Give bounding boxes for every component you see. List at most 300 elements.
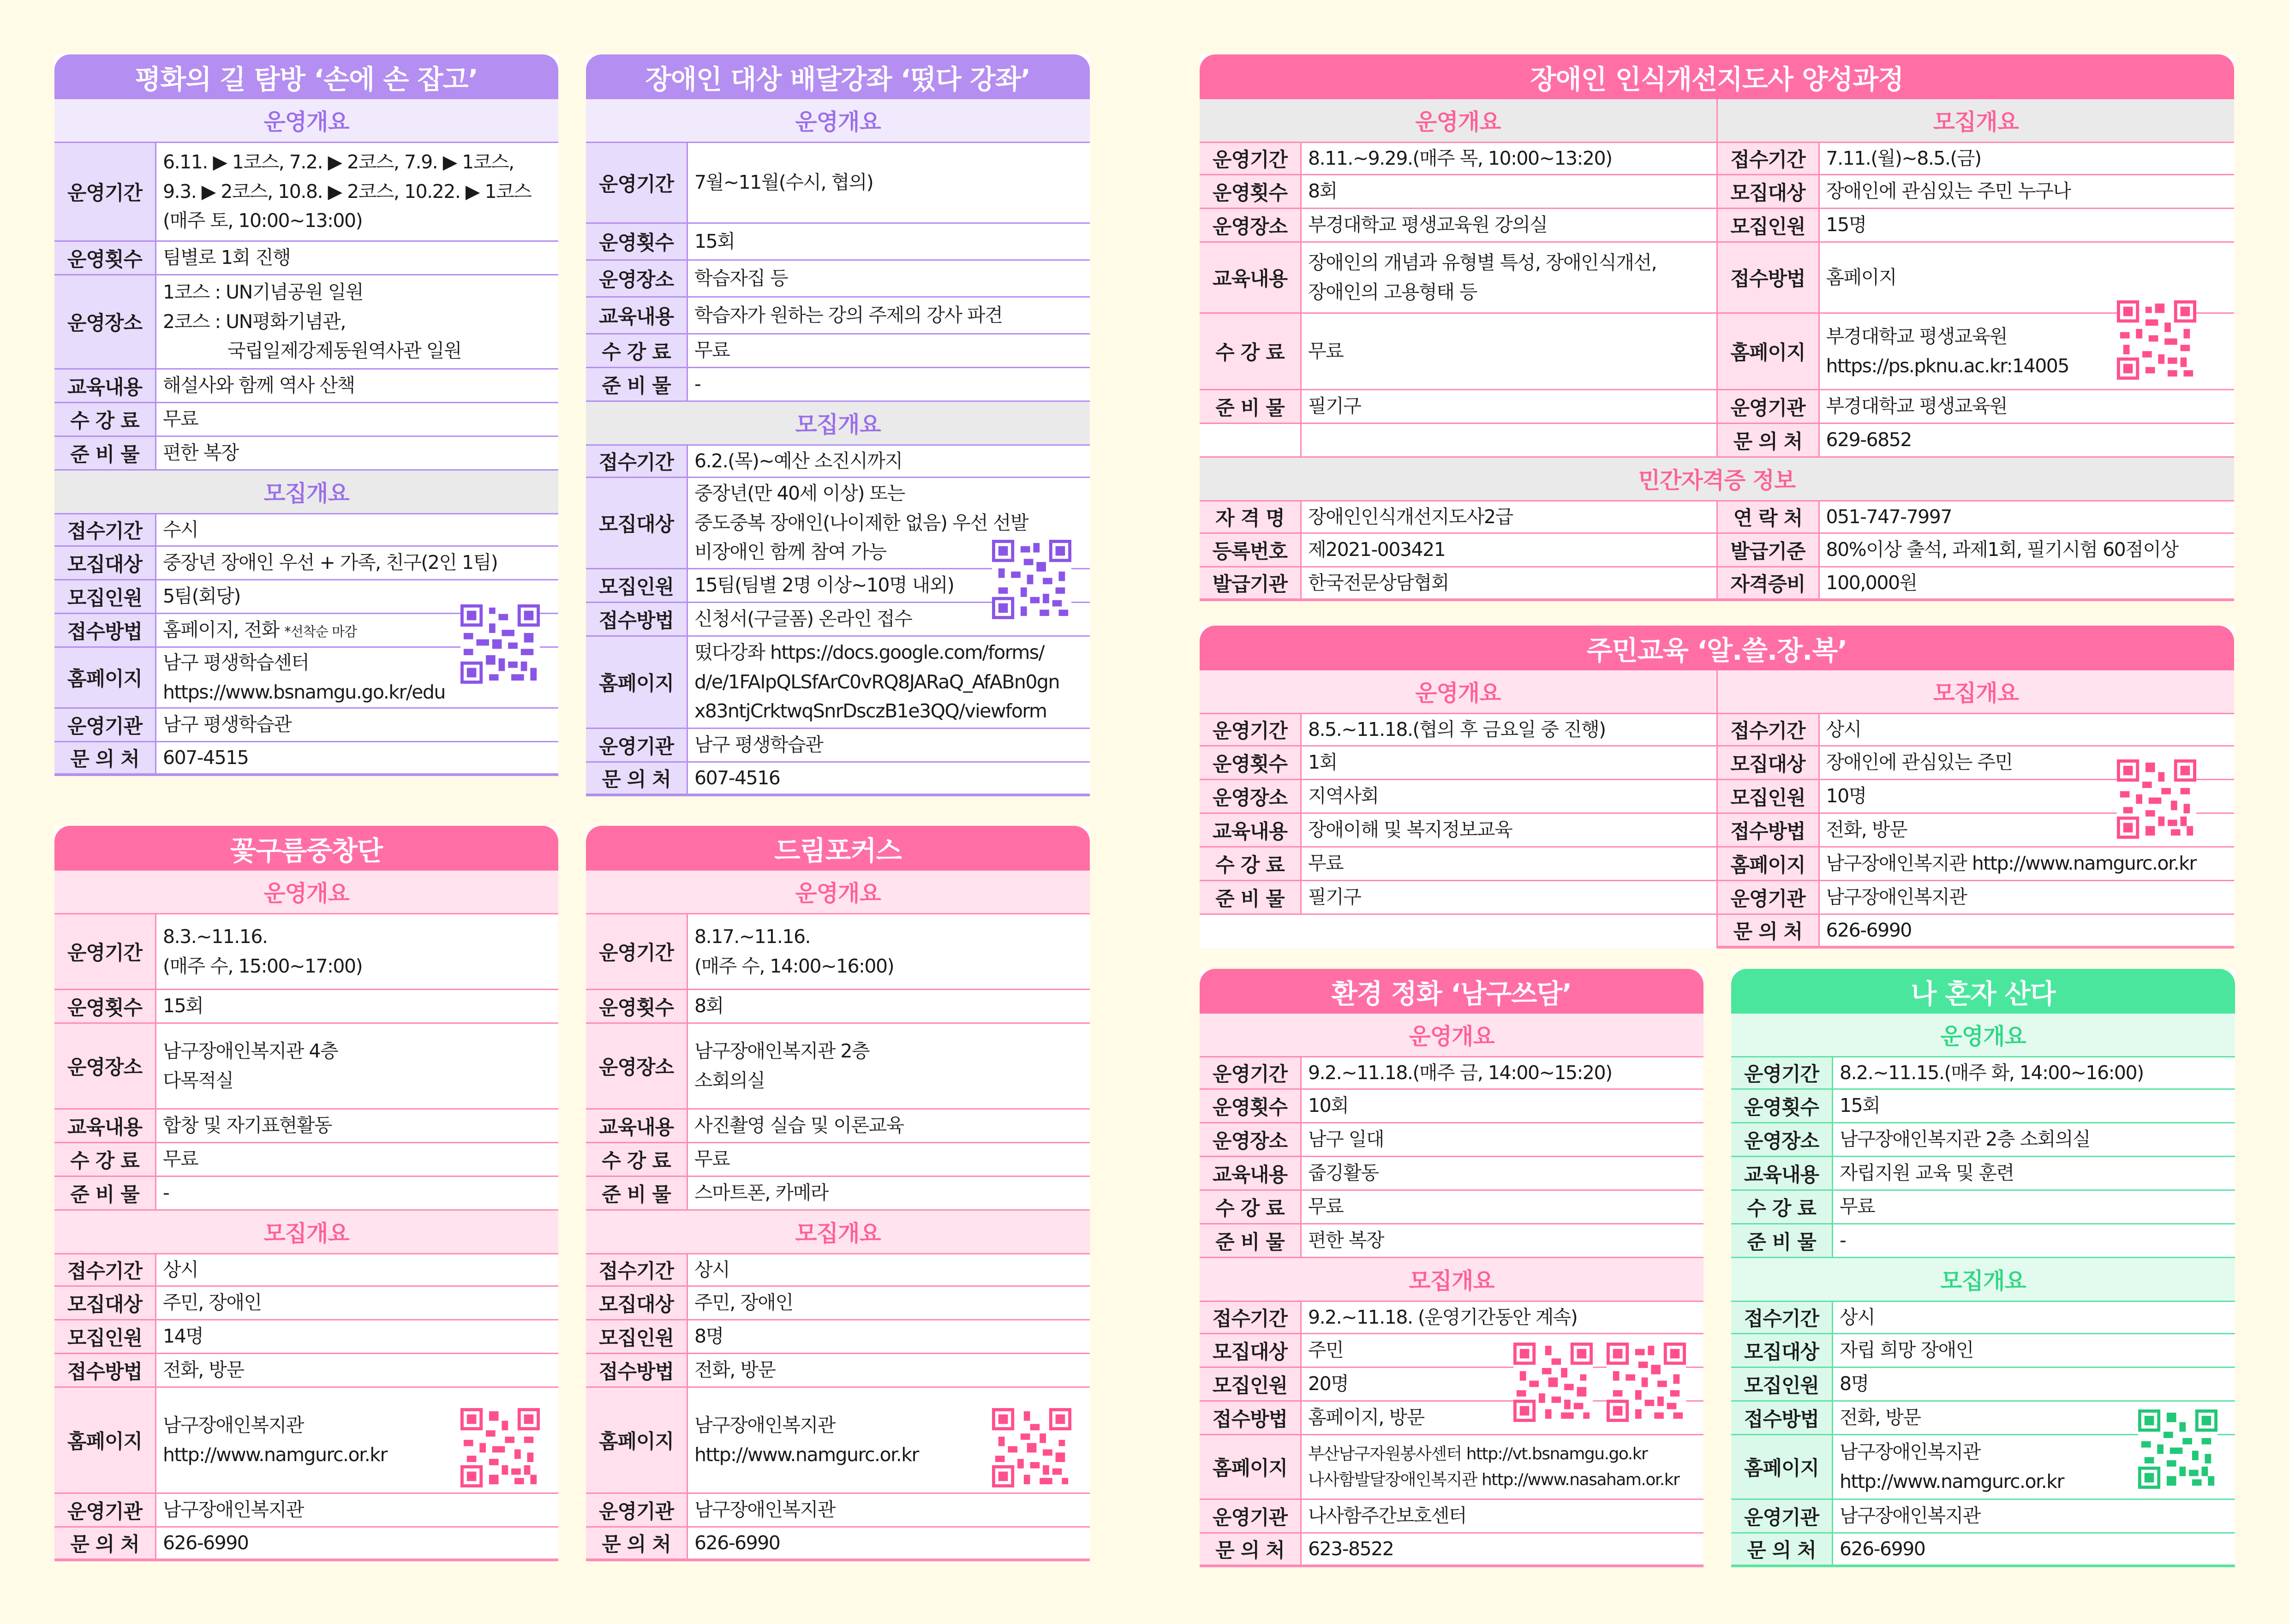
row-num <box>54 1320 558 1354</box>
row-value: 자립지원 교육 및 훈련 <box>1840 1162 2014 1184</box>
row-count <box>54 990 558 1024</box>
row-label: 홈페이지 <box>1718 848 1820 880</box>
row-org <box>54 1494 558 1528</box>
row-recv <box>1731 1301 2235 1334</box>
row-value-line: 남구장애인복지관 2층 <box>694 1039 870 1062</box>
row-label: 모집인원 <box>1200 1368 1302 1400</box>
row-value <box>156 1024 558 1108</box>
row-value: 남구 평생학습관 <box>694 734 823 756</box>
row-value: 학습자가 원하는 강의 주제의 강사 파견 <box>694 304 1003 326</box>
row-value-line: 소회의실 <box>694 1069 765 1092</box>
row-label: 운영기간 <box>1200 714 1302 745</box>
row-criteria <box>1718 534 2235 567</box>
row-label: 수 강 료 <box>1200 848 1302 880</box>
row-value: 100,000원 <box>1826 571 1917 594</box>
row-org <box>54 709 558 742</box>
row-label: 모집인원 <box>54 1320 156 1353</box>
row-count <box>586 990 1090 1024</box>
row-value: 중장년 장애인 우선 + 가족, 친구(2인 1팀) <box>163 551 498 574</box>
row-value: - <box>1840 1229 1846 1252</box>
card-title: 나 혼자 산다 <box>1731 969 2235 1014</box>
row-label: 수 강 료 <box>1731 1191 1833 1223</box>
row-value: 629-6852 <box>1826 429 1912 451</box>
section-recruit: 모집개요 <box>1731 1258 2235 1301</box>
row-value: 626-6990 <box>163 1531 249 1554</box>
row-value: 607-4516 <box>694 766 780 789</box>
row-label: 운영횟수 <box>1731 1090 1833 1122</box>
row-target <box>1718 175 2235 209</box>
row-label: 문 의 처 <box>1718 424 1820 456</box>
row-fee <box>54 403 558 437</box>
row-value-line: x83ntjCrktwqSnrDsczB1e3QQ/viewform <box>694 700 1047 722</box>
row-contact <box>54 1528 558 1561</box>
row-label: 접수기간 <box>586 1254 688 1285</box>
row-value-line: 남구장애인복지관 <box>1840 1440 1980 1463</box>
row-label: 모집대상 <box>586 1287 688 1319</box>
row-value: 장애인에 관심있는 주민 <box>1826 751 2013 774</box>
row-label: 운영기관 <box>1718 390 1820 423</box>
section-recruit: 모집개요 <box>586 402 1090 444</box>
row-label: 문 의 처 <box>1731 1534 1833 1564</box>
row-period <box>1200 142 1716 175</box>
row-target <box>586 1287 1090 1320</box>
row-value-line: 중도중복 장애인(나이제한 없음) 우선 선발 <box>694 511 1028 534</box>
row-label: 운영장소 <box>1731 1123 1833 1156</box>
row-value: 자립 희망 장애인 <box>1840 1339 1973 1361</box>
row-fee <box>54 1143 558 1177</box>
row-value: 8회 <box>694 995 723 1017</box>
row-contact <box>54 742 558 776</box>
row-contact <box>1718 915 2235 949</box>
row-label: 교육내용 <box>54 1110 156 1142</box>
row-contact <box>1718 424 2235 458</box>
row-label: 교육내용 <box>1731 1157 1833 1189</box>
row-label: 준 비 물 <box>586 1177 688 1209</box>
row-contact <box>1731 1534 2235 1567</box>
row-value: 15회 <box>163 995 203 1017</box>
row-target <box>54 1287 558 1320</box>
qr-code-icon[interactable] <box>992 540 1071 619</box>
row-regno <box>1200 534 1716 567</box>
row-value <box>156 914 558 989</box>
section-ops: 운영개요 <box>1200 1014 1703 1056</box>
row-label: 운영횟수 <box>1200 1090 1302 1122</box>
row-value: 주민 <box>1308 1339 1344 1361</box>
row-fee <box>1731 1191 2235 1224</box>
row-place <box>1200 780 1716 814</box>
row-value: 수시 <box>163 518 198 541</box>
section-recruit: 모집개요 <box>54 471 558 513</box>
row-value: 무료 <box>694 339 730 362</box>
row-label: 모집대상 <box>54 1287 156 1319</box>
row-value <box>1302 424 1716 456</box>
row-value: 051-747-7997 <box>1826 505 1952 528</box>
row-value: 필기구 <box>1308 395 1361 418</box>
row-value-line: 2코스 : UN평화기념관, <box>163 310 346 333</box>
row-org <box>1718 881 2235 915</box>
row-recv <box>1200 1301 1703 1334</box>
row-label: 교육내용 <box>586 298 688 333</box>
row-label: 접수방법 <box>54 1354 156 1386</box>
row-method <box>586 1354 1090 1388</box>
row-label: 자 격 명 <box>1200 502 1302 532</box>
row-label: 연 락 처 <box>1718 502 1820 532</box>
row-label: 운영횟수 <box>586 224 688 259</box>
row-label: 접수방법 <box>1200 1402 1302 1434</box>
row-value <box>1302 1435 1703 1499</box>
row-value: 부경대학교 평생교육원 강의실 <box>1308 214 1548 236</box>
row-recv <box>54 513 558 547</box>
row-fee <box>1200 1191 1703 1224</box>
row-label: 운영기관 <box>1731 1500 1833 1532</box>
section-ops: 운영개요 <box>54 99 558 142</box>
row-qual <box>1200 500 1716 534</box>
row-recv <box>586 444 1090 478</box>
row-value-line: 남구장애인복지관 <box>163 1414 304 1436</box>
row-label: 운영장소 <box>54 1024 156 1108</box>
row-label: 문 의 처 <box>586 1528 688 1558</box>
row-label: 모집대상 <box>1731 1334 1833 1367</box>
row-value: 장애이해 및 복지정보교육 <box>1308 818 1512 841</box>
row-label: 운영장소 <box>1200 780 1302 812</box>
row-label: 모집대상 <box>54 547 156 579</box>
row-place <box>1200 1123 1703 1157</box>
row-value: - <box>163 1182 169 1204</box>
row-count <box>1200 175 1716 209</box>
row-value-line: 다목적실 <box>163 1069 233 1092</box>
row-value: 무료 <box>694 1148 730 1170</box>
row-label: 준 비 물 <box>1200 390 1302 423</box>
row-fee <box>586 334 1090 368</box>
row-value-line: (매주 수, 15:00~17:00) <box>163 955 363 977</box>
row-label: 접수방법 <box>1718 814 1820 846</box>
row-period <box>1200 1056 1703 1090</box>
row-place <box>586 1024 1090 1110</box>
row-label: 모집인원 <box>1731 1368 1833 1400</box>
row-label: 접수방법 <box>54 614 156 646</box>
row-value: 10회 <box>1308 1094 1349 1117</box>
row-value: 합창 및 자기표현활동 <box>163 1114 332 1137</box>
qr-code-icon[interactable] <box>1607 1343 1686 1422</box>
row-home <box>586 637 1090 729</box>
section-cert: 민간자격증 정보 <box>1200 458 2234 500</box>
row-value: 전화, 방문 <box>1840 1406 1921 1429</box>
row-value: 편한 복장 <box>163 442 239 464</box>
row-label: 운영장소 <box>586 1024 688 1108</box>
row-label: 홈페이지 <box>1200 1435 1302 1499</box>
row-label: 준 비 물 <box>1200 1224 1302 1257</box>
row-label: 홈페이지 <box>1718 314 1820 389</box>
row-value <box>156 143 558 240</box>
row-value <box>688 1024 1090 1108</box>
row-fee <box>1200 314 1716 390</box>
row-label: 준 비 물 <box>54 1177 156 1209</box>
card-dream-focus <box>586 826 1090 1561</box>
row-value: 8.2.~11.15.(매주 화, 14:00~16:00) <box>1840 1061 2144 1084</box>
row-value: 626-6990 <box>694 1531 780 1554</box>
row-value: 해설사와 함께 역사 산책 <box>163 374 355 397</box>
row-content <box>586 298 1090 334</box>
row-label: 모집인원 <box>1718 209 1820 241</box>
row-value-line: 남구 평생학습센터 <box>163 651 309 674</box>
row-value: 전화, 방문 <box>163 1359 244 1381</box>
row-count <box>586 224 1090 261</box>
row-value: - <box>694 373 701 395</box>
row-label: 교육내용 <box>586 1110 688 1142</box>
card-title: 주민교육 ‘알.쓸.장.복’ <box>1200 626 2234 670</box>
row-value: 남구장애인복지관 <box>1840 1505 1980 1527</box>
row-label: 운영기간 <box>54 914 156 989</box>
row-count <box>1200 1090 1703 1123</box>
row-value: 9.2.~11.18.(매주 금, 14:00~15:20) <box>1308 1061 1612 1084</box>
row-label: 준 비 물 <box>586 368 688 400</box>
row-label: 수 강 료 <box>586 1143 688 1176</box>
row-label: 운영기간 <box>1200 1057 1302 1088</box>
card-title: 환경 정화 ‘남구쓰담’ <box>1200 969 1703 1014</box>
section-recruit: 모집개요 <box>1718 99 2235 142</box>
row-value <box>1302 243 1716 312</box>
row-value: 14명 <box>163 1325 203 1348</box>
row-value-line: 9.3. ▶ 2코스, 10.8. ▶ 2코스, 10.22. ▶ 1코스 <box>163 180 532 203</box>
row-value-line: 떴다강좌 https://docs.google.com/forms/ <box>694 641 1044 664</box>
row-prep <box>1200 390 1716 424</box>
row-value <box>688 914 1090 989</box>
row-value-line: 나사함발달장애인복지관 http://www.nasaham.or.kr <box>1308 1470 1679 1489</box>
row-label: 홈페이지 <box>586 1388 688 1493</box>
row-prep <box>1200 1224 1703 1258</box>
row-label: 운영기관 <box>54 709 156 741</box>
row-num <box>586 1320 1090 1354</box>
row-label: 운영기간 <box>54 143 156 240</box>
row-label: 수 강 료 <box>54 403 156 436</box>
row-content <box>54 1110 558 1143</box>
row-value: 남구장애인복지관 <box>163 1499 304 1521</box>
row-value: 남구장애인복지관 <box>694 1499 835 1521</box>
row-value-line: 장애인의 개념과 유형별 특성, 장애인식개선, <box>1308 251 1657 274</box>
row-label: 교육내용 <box>1200 243 1302 312</box>
row-label: 접수기간 <box>1718 714 1820 745</box>
row-value: 스마트폰, 카메라 <box>694 1182 828 1204</box>
row-value-line: 장애인의 고용형태 등 <box>1308 281 1477 303</box>
row-value: 15회 <box>694 230 735 252</box>
row-period <box>54 142 558 242</box>
row-value: 1회 <box>1308 751 1337 774</box>
row-value: 전화, 방문 <box>1826 818 1907 841</box>
row-label: 준 비 물 <box>1200 881 1302 914</box>
row-label: 수 강 료 <box>1200 1191 1302 1223</box>
qr-code-icon[interactable] <box>2138 1409 2217 1489</box>
section-recruit: 모집개요 <box>1718 670 2235 713</box>
row-value-line: https://www.bsnamgu.go.kr/edu <box>163 681 445 703</box>
row-label: 발급기관 <box>1200 567 1302 598</box>
row-value: 전화, 방문 <box>694 1359 776 1381</box>
row-count <box>1200 746 1716 780</box>
row-fee <box>586 1143 1090 1177</box>
row-label: 문 의 처 <box>1718 915 1820 946</box>
row-org <box>586 729 1090 763</box>
row-value-line: https://ps.pknu.ac.kr:14005 <box>1826 354 2069 377</box>
row-phone <box>1718 500 2235 534</box>
row-prep <box>1731 1224 2235 1258</box>
row-value: 10명 <box>1826 785 1866 807</box>
row-value: 남구장애인복지관 2층 소회의실 <box>1840 1128 2091 1151</box>
row-value: 8.5.~11.18.(협의 후 금요일 중 진행) <box>1308 718 1606 740</box>
row-value: 무료 <box>1308 340 1344 362</box>
row-value: 홈페이지, 방문 <box>1308 1406 1424 1429</box>
row-label: 운영기관 <box>586 1494 688 1526</box>
row-value: 626-6990 <box>1826 919 1912 941</box>
row-period <box>1200 713 1716 746</box>
row-label: 발급기준 <box>1718 534 1820 566</box>
qr-code-icon[interactable] <box>2117 300 2196 380</box>
row-place <box>1200 209 1716 243</box>
section-ops: 운영개요 <box>586 871 1090 913</box>
row-home <box>1718 848 2235 881</box>
row-value: 사진촬영 실습 및 이론교육 <box>694 1114 904 1137</box>
row-label: 교육내용 <box>1200 814 1302 846</box>
section-ops: 운영개요 <box>1731 1014 2235 1056</box>
row-label: 모집인원 <box>54 580 156 613</box>
row-value-line: http://www.namgurc.or.kr <box>163 1443 387 1466</box>
row-target <box>54 547 558 580</box>
row-value-line: http://www.namgurc.or.kr <box>694 1443 919 1466</box>
row-value: 주민, 장애인 <box>163 1291 262 1314</box>
qr-code-icon[interactable] <box>2117 759 2196 839</box>
row-label: 접수기간 <box>54 1254 156 1285</box>
section-ops: 운영개요 <box>586 99 1090 142</box>
row-value: 8명 <box>694 1325 723 1348</box>
row-value: 15회 <box>1840 1094 1880 1117</box>
row-label: 접수기간 <box>586 446 688 477</box>
card-title: 평화의 길 탐방 ‘손에 손 잡고’ <box>54 54 558 99</box>
row-period <box>54 913 558 990</box>
row-value: 8명 <box>1840 1373 1869 1395</box>
row-label: 수 강 료 <box>1200 314 1302 389</box>
row-value <box>688 637 1090 728</box>
row-label: 운영횟수 <box>54 990 156 1022</box>
row-value <box>156 275 558 368</box>
row-value-line: 비장애인 함께 참여 가능 <box>694 541 886 563</box>
row-label: 등록번호 <box>1200 534 1302 566</box>
row-value-line: 부경대학교 평생교육원 <box>1826 325 2008 347</box>
row-prep <box>586 1177 1090 1211</box>
card-env-cleanup <box>1200 969 1703 1567</box>
row-content <box>586 1110 1090 1143</box>
row-value: 8.11.~9.29.(매주 목, 10:00~13:20) <box>1308 147 1612 169</box>
row-label: 모집인원 <box>586 569 688 602</box>
row-value: 15명 <box>1826 214 1866 236</box>
row-recv <box>54 1253 558 1287</box>
row-label: 접수방법 <box>1731 1402 1833 1434</box>
row-label: 교육내용 <box>1200 1157 1302 1189</box>
row-value: 팀별로 1회 진행 <box>163 246 291 269</box>
card-delivery-lecture <box>586 54 1090 796</box>
table-row <box>1200 424 1716 458</box>
row-label: 운영장소 <box>586 261 688 296</box>
row-prep <box>586 368 1090 402</box>
row-method <box>54 1354 558 1388</box>
row-label: 접수기간 <box>1731 1302 1833 1333</box>
row-value: 부경대학교 평생교육원 <box>1826 395 2008 418</box>
row-home <box>1200 1435 1703 1500</box>
row-value-line: 홈페이지, 전화 <box>163 619 279 641</box>
row-value: 20명 <box>1308 1373 1349 1395</box>
row-org <box>1718 390 2235 424</box>
row-value: 남구 평생학습관 <box>163 713 292 736</box>
row-label: 문 의 처 <box>54 1528 156 1558</box>
card-title: 꽃구름중창단 <box>54 826 558 871</box>
row-value: 지역사회 <box>1308 785 1379 807</box>
row-value: 626-6990 <box>1840 1537 1925 1560</box>
section-ops: 운영개요 <box>54 871 558 913</box>
row-value: 무료 <box>163 408 198 430</box>
qr-code-icon[interactable] <box>460 1408 540 1487</box>
row-label: 운영횟수 <box>586 990 688 1022</box>
row-prep <box>54 437 558 471</box>
row-place <box>54 275 558 370</box>
row-value: 607-4515 <box>163 746 249 769</box>
row-value: 623-8522 <box>1308 1537 1394 1560</box>
row-recv <box>586 1253 1090 1287</box>
row-content <box>54 370 558 403</box>
row-value: 8회 <box>1308 180 1337 203</box>
row-value: 홈페이지 <box>1826 266 1896 288</box>
row-label: 운영횟수 <box>54 242 156 274</box>
row-period <box>586 913 1090 990</box>
row-prep <box>1200 881 1716 915</box>
row-label: 교육내용 <box>54 370 156 402</box>
row-label: 홈페이지 <box>1731 1435 1833 1499</box>
row-label: 수 강 료 <box>586 334 688 367</box>
row-content <box>1200 1157 1703 1191</box>
row-value-line: 부산남구자원봉사센터 http://vt.bsnamgu.go.kr <box>1308 1444 1648 1463</box>
section-recruit: 모집개요 <box>1200 1258 1703 1301</box>
row-value-line: d/e/1FAIpQLSfArC0vRQ8JARaQ_AfABn0gn <box>694 670 1059 693</box>
row-label: 운영장소 <box>54 275 156 368</box>
row-value: 상시 <box>1840 1306 1875 1328</box>
row-label: 자격증비 <box>1718 567 1820 598</box>
row-place <box>1731 1123 2235 1157</box>
row-label: 모집인원 <box>1718 780 1820 812</box>
qr-code-icon[interactable] <box>992 1408 1071 1487</box>
row-label: 모집대상 <box>1718 746 1820 779</box>
row-label: 문 의 처 <box>1200 1534 1302 1564</box>
row-value: 무료 <box>1840 1195 1875 1218</box>
row-value: 9.2.~11.18. (운영기간동안 계속) <box>1308 1306 1578 1328</box>
row-label <box>1200 424 1302 456</box>
row-label: 운영기간 <box>586 914 688 989</box>
row-label: 준 비 물 <box>54 437 156 469</box>
qr-code-icon[interactable] <box>1513 1343 1593 1422</box>
row-value: 남구장애인복지관 http://www.namgurc.or.kr <box>1826 852 2196 875</box>
row-value-line: 6.11. ▶ 1코스, 7.2. ▶ 2코스, 7.9. ▶ 1코스, <box>163 151 514 173</box>
row-org <box>586 1494 1090 1528</box>
row-value: 상시 <box>694 1258 730 1281</box>
row-contact <box>1200 1534 1703 1567</box>
row-period <box>1731 1056 2235 1090</box>
row-value: 신청서(구글폼) 온라인 접수 <box>694 608 912 630</box>
row-label: 운영횟수 <box>1200 746 1302 779</box>
section-recruit: 모집개요 <box>54 1211 558 1253</box>
row-label: 운영기관 <box>586 729 688 761</box>
row-label: 홈페이지 <box>586 637 688 728</box>
section-ops: 운영개요 <box>1200 99 1716 142</box>
row-num <box>1731 1368 2235 1402</box>
row-label: 모집대상 <box>586 478 688 568</box>
qr-code-icon[interactable] <box>460 604 540 684</box>
row-num <box>1718 209 2235 243</box>
row-value: 제2021-003421 <box>1308 538 1446 561</box>
